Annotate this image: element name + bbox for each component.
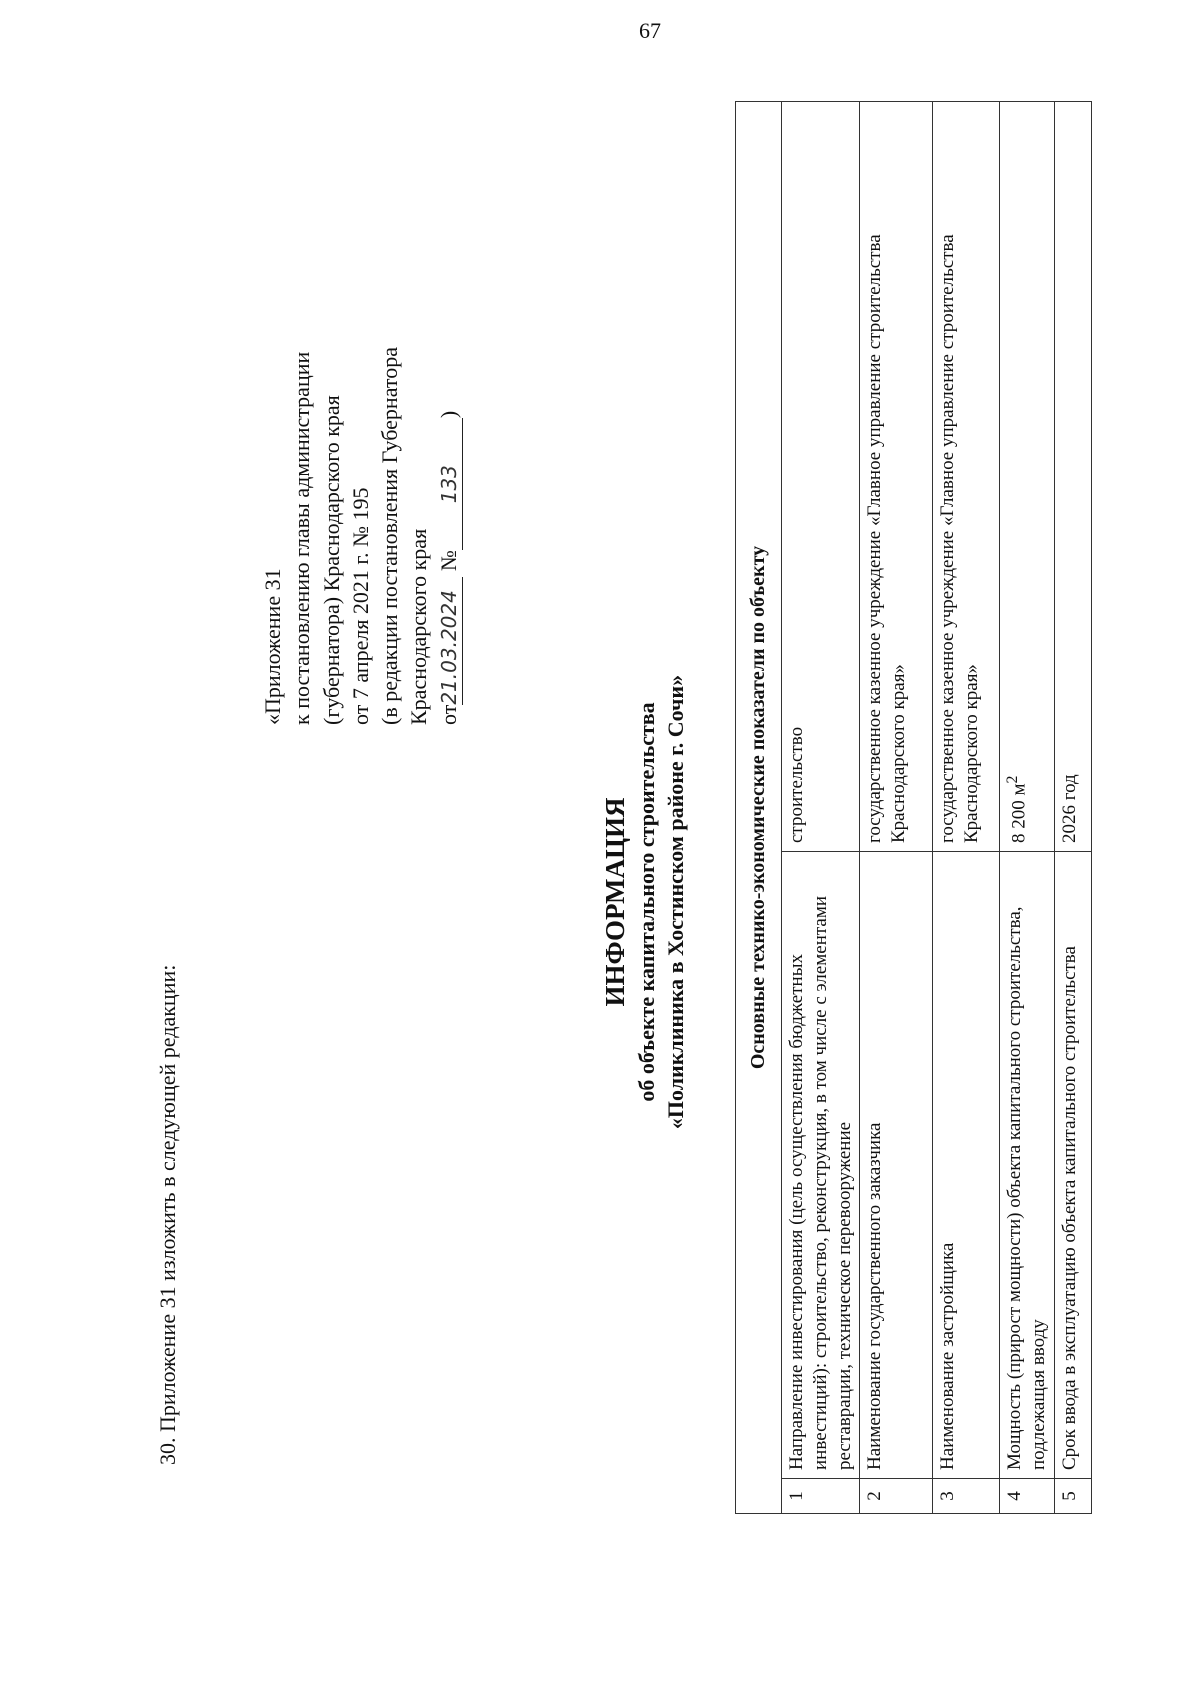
appendix-line: Краснодарского края bbox=[406, 528, 432, 725]
table-row bbox=[782, 102, 860, 1514]
row-label: Направление инвестирования (цель осуществления бюджетных инвестиций): строительство, реконструкция, в том числе с элементами реставрации, техническое перевооружение bbox=[782, 852, 860, 1479]
row-number: 3 bbox=[933, 1479, 1000, 1514]
row-label: Наименование застройщика bbox=[933, 852, 1000, 1479]
row-label: Наименование государственного заказчика bbox=[860, 852, 933, 1479]
table-row bbox=[933, 102, 1000, 1514]
appendix-line: от 7 апреля 2021 г. № 195 bbox=[347, 487, 373, 725]
document-title: ИНФОРМАЦИЯ bbox=[600, 797, 630, 1007]
appendix-signature-line bbox=[434, 347, 464, 725]
indicators-table bbox=[735, 101, 1092, 1514]
row-value: государственное казенное учреждение «Главное управление строительства Краснодарского края» bbox=[860, 102, 933, 852]
row-value: строительство bbox=[782, 102, 860, 852]
row-number: 4 bbox=[1000, 1479, 1055, 1514]
appendix-line: (в редакции постановления Губернатора bbox=[377, 347, 402, 725]
row-label: Мощность (прирост мощности) объекта капитального строительства, подлежащая вводу bbox=[1000, 852, 1055, 1479]
table-row bbox=[1055, 102, 1092, 1514]
handwritten-date: 21.03.2024 bbox=[436, 577, 464, 705]
row-value: 2026 год bbox=[1055, 102, 1092, 852]
closing-paren: ) bbox=[435, 410, 461, 419]
object-name: «Поликлиника в Хостинском районе г. Сочи» bbox=[662, 674, 688, 1130]
table-row bbox=[860, 102, 933, 1514]
row-value-text: 8 200 м bbox=[1008, 783, 1030, 843]
page-number: 67 bbox=[639, 18, 661, 43]
row-label: Срок ввода в эксплуатацию объекта капитального строительства bbox=[1055, 852, 1092, 1479]
row-value bbox=[1000, 102, 1055, 852]
appendix-line: (губернатора) Краснодарского края bbox=[318, 395, 344, 725]
appendix-line: к постановлению главы администрации bbox=[289, 351, 315, 725]
intro-text: 30. Приложение 31 изложить в следующей редакции: bbox=[155, 964, 180, 1465]
handwritten-number: 133 bbox=[436, 418, 464, 550]
document-subtitle: об объекте капитального строительства bbox=[634, 702, 660, 1102]
appendix-reference-block bbox=[258, 347, 463, 725]
table-heading: Основные технико-экономические показатели по объекту bbox=[736, 102, 782, 1514]
unit-superscript: 2 bbox=[1004, 775, 1022, 784]
from-prefix: от bbox=[435, 704, 461, 725]
number-prefix: № bbox=[435, 550, 461, 572]
document-header bbox=[598, 107, 690, 1697]
row-value: государственное казенное учреждение «Главное управление строительства Краснодарского края» bbox=[933, 102, 1000, 852]
table-row bbox=[1000, 102, 1055, 1514]
row-number: 2 bbox=[860, 1479, 933, 1514]
row-number: 5 bbox=[1055, 1479, 1092, 1514]
row-number: 1 bbox=[782, 1479, 860, 1514]
appendix-line: «Приложение 31 bbox=[260, 568, 285, 725]
